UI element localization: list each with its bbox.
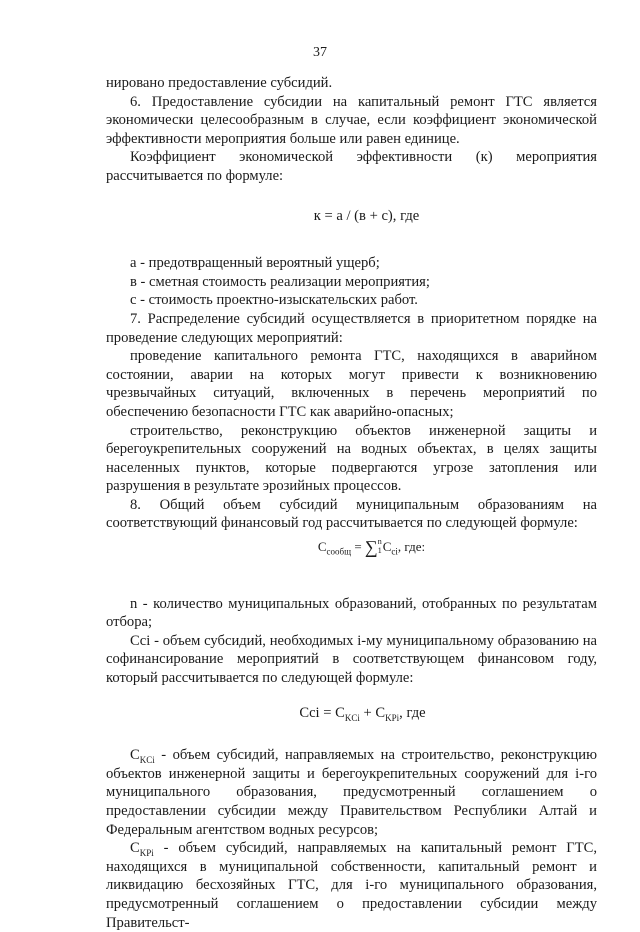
definition-b: в - сметная стоимость реализации мероприятия; xyxy=(130,273,430,290)
definition-cci: Cci - объем субсидий, необходимых i-му муниципальному образованию на софинансирование мероприятий в соответствующем финансовом году, который рассчитывается по следующей формуле: xyxy=(106,632,597,687)
formula3-tail: , где xyxy=(399,704,426,721)
paragraph-7-item-repair: проведение капитального ремонта ГТС, находящихся в аварийном состоянии, аварии на которых могут привести к возникновению чрезвычайных ситуаций, включенных в перечень мероприятий по обеспечению безопасности ГТС как аварийно-опасных; xyxy=(106,348,597,420)
symbol-kc-sub: KCi xyxy=(139,755,155,766)
paragraph-7: 7. Распределение субсидий осуществляется в приоритетном порядке на проведение следующих мероприятий: xyxy=(106,310,597,346)
formula-lhs: C xyxy=(317,539,327,555)
sum-lower-limit: 1 xyxy=(377,546,382,556)
formula-lhs-sub: сообщ xyxy=(326,546,352,557)
formula3-plus: + C xyxy=(359,704,386,721)
sum-limits xyxy=(378,537,382,555)
formula3-lhs: Cci = C xyxy=(299,704,345,721)
document-body xyxy=(106,74,597,932)
paragraph-coefficient: Коэффициент экономической эффективности (к) мероприятия рассчитывается по формуле: xyxy=(106,149,597,184)
formula3-sub-kp: KPi xyxy=(385,712,400,723)
symbol-c-kp: C xyxy=(130,840,140,857)
definition-ckc xyxy=(106,746,597,839)
definition-ckp xyxy=(106,839,597,932)
sum-symbol: ∑ xyxy=(364,537,378,558)
definition-c: с - стоимость проектно-изыскательских работ. xyxy=(130,292,418,309)
formula-efficiency: к = а / (в + с), где xyxy=(313,207,420,224)
definition-a: а - предотвращенный вероятный ущерб; xyxy=(130,255,380,272)
definition-ckp-text: - объем субсидий, направляемых на капитальный ремонт ГТС, находящихся в муниципальной собственности, капитальный ремонт и ликвидацию бесхозяйных ГТС, для i-го муниципального образования, предусмотренный соглашением о предоставлении субсидии между Правительст- xyxy=(106,840,597,931)
symbol-c-kc: C xyxy=(130,747,140,764)
symbol-kp-sub: KPi xyxy=(139,848,154,859)
formula3-sub-kc: KCi xyxy=(344,712,360,723)
formula-tail: , где: xyxy=(397,539,426,555)
formula-total-subsidy xyxy=(106,537,597,557)
formula-cci xyxy=(106,704,597,723)
definition-n: n - количество муниципальных образований, отобранных по результатам отбора; xyxy=(106,595,597,631)
formula-term: C xyxy=(382,539,392,555)
formula-term-sub: ci xyxy=(391,546,398,557)
definition-ckc-text: - объем субсидий, направляемых на строительство, реконструкцию объектов инженерной защиты и берегоукрепительных сооружений для i-го муниципального образования, предусмотренный соглашением о предоставлении субсидии между Правительством Республики Алтай и Федеральным агентством водных ресурсов; xyxy=(106,747,597,838)
sum-upper-limit: n xyxy=(377,537,382,547)
paragraph-8: 8. Общий объем субсидий муниципальным образованиям на соответствующий финансовый год рассчитывается по следующей формуле: xyxy=(106,496,597,532)
formula-eq: = xyxy=(351,539,365,555)
paragraph-6: 6. Предоставление субсидии на капитальный ремонт ГТС является экономически целесообразным в случае, если коэффициент экономической эффективности мероприятия больше или равен единице. xyxy=(106,93,597,147)
paragraph-7-item-construction: строительство, реконструкцию объектов инженерной защиты и берегоукрепительных сооружений на водных объектах, в целях защиты населенных пунктов, которые подвергаются угрозе затопления или разрушения в результате эрозийных процессов. xyxy=(106,422,597,495)
paragraph-continuation: нировано предоставление субсидий. xyxy=(106,75,333,91)
page-number: 37 xyxy=(313,45,327,60)
